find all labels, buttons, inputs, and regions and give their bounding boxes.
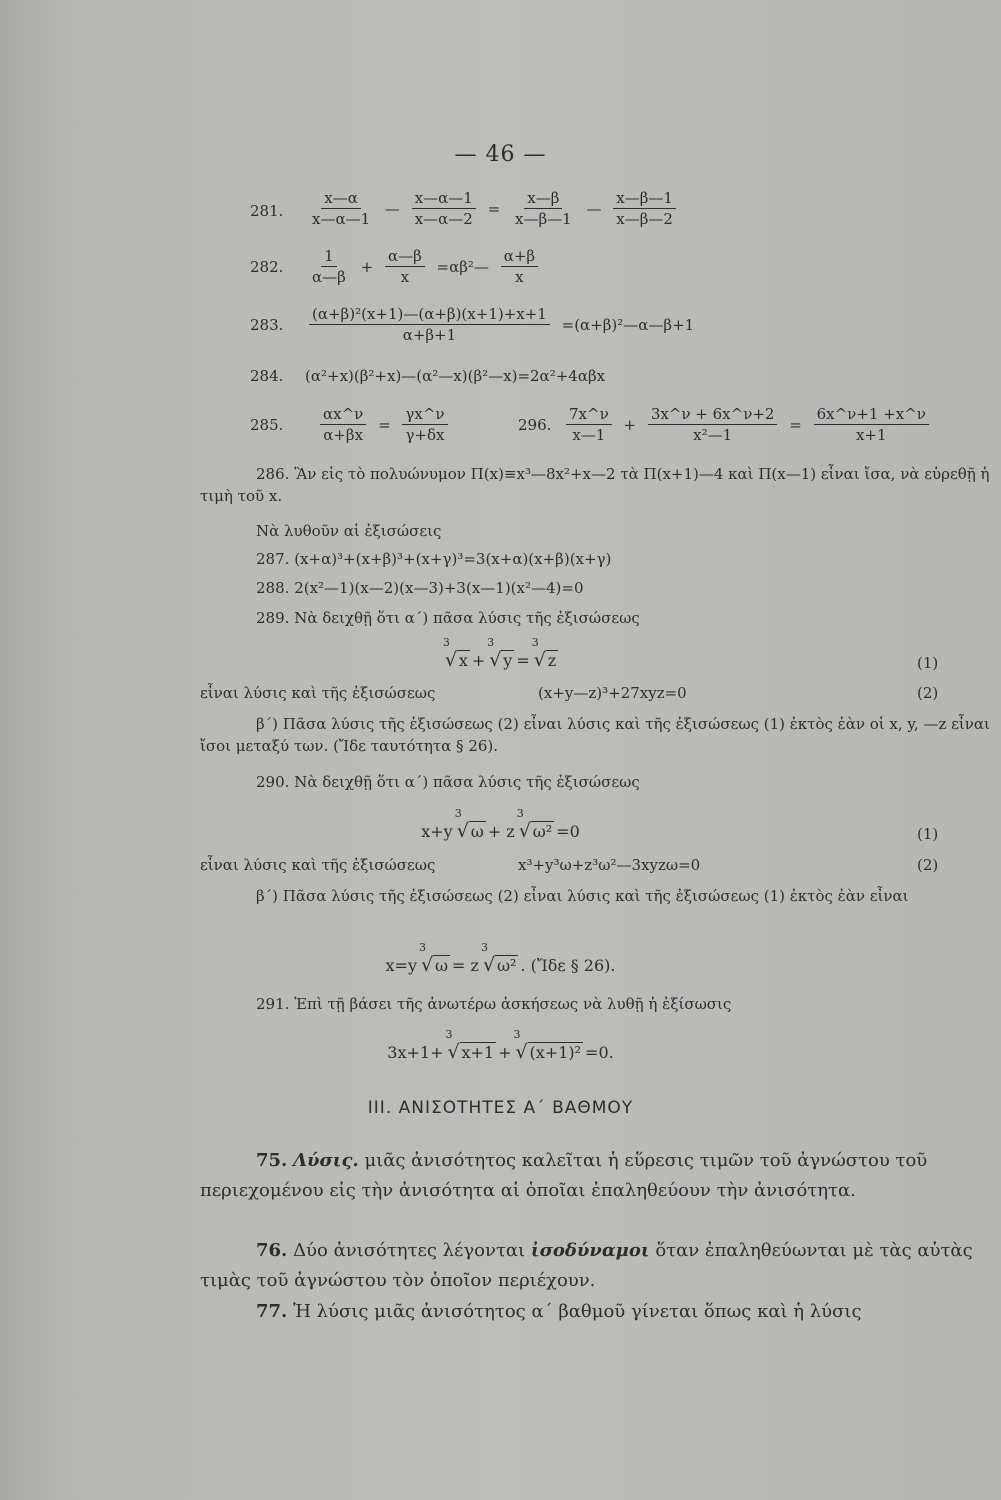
paragraph-75: 75. Λύσις. μιᾶς ἀνισότητος καλεῖται ἡ εὕρεσις τιμῶν τοῦ ἀγνώστου τοῦ περιεχομένου εἰς τὴν ἀνισότητα αἱ ὁποῖαι ἐπαληθεύουν τὴν ἀνισότητα. bbox=[200, 1150, 928, 1201]
fraction: $\frac{1}{\alpha—\beta}$ bbox=[312, 247, 346, 286]
exercise-number: 290. bbox=[256, 773, 290, 791]
fraction: $\frac{\alpha+\beta}{x}$ bbox=[501, 246, 538, 287]
exercise-number: 283. bbox=[250, 316, 284, 334]
fraction: $\frac{x—\alpha}{x—\alpha—1}$ bbox=[312, 189, 371, 228]
defined-term: Λύσις. bbox=[293, 1150, 359, 1171]
exercise-290-b: β΄) Πᾶσα λύσις τῆς ἐξισώσεως (2) εἶναι λύσις καὶ τῆς ἐξισώσεως (1) ἐκτὸς ἐὰν εἶναι bbox=[256, 887, 909, 905]
equation-number: (2) bbox=[917, 684, 939, 702]
cube-root: 3 √ x bbox=[442, 636, 468, 671]
fraction: $\frac{\text{(α+β)²(x+1)—(α+β)(x+1)+x+1}}{\alpha+\beta+1}$ bbox=[309, 304, 550, 345]
cube-root: 3 √ x+1 bbox=[445, 1028, 495, 1063]
fraction: $\frac{x—\alpha—1}{x—\alpha—2}$ bbox=[412, 188, 476, 229]
exercise-289: 289. Νὰ δειχθῇ ὅτι α΄) πᾶσα λύσις τῆς ἐξισώσεως bbox=[256, 609, 640, 627]
solve-intro: Νὰ λυθοῦν αἱ ἐξισώσεις bbox=[256, 522, 442, 540]
fraction: $\frac{\alpha x\^{}\nu}{\alpha+\beta x}$ bbox=[320, 404, 366, 445]
exercise-number: 296. bbox=[518, 416, 552, 434]
page-number: — 46 — bbox=[454, 142, 547, 167]
paragraph-number: 77. bbox=[256, 1301, 288, 1322]
cube-root: 3 √ ω bbox=[454, 807, 484, 842]
fraction: $\frac{x—\beta—1}{x—\beta—2}$ bbox=[613, 188, 676, 229]
exercise-number: 281. bbox=[250, 202, 284, 220]
book-page: — 46 — 281. $\frac{x—\alpha}{x—\alpha—1}$ — $\frac{x—\alpha—1}{x—\alpha—2}$ = $\frac{x—\beta}{x—\beta—1}$ — $\frac{x—\beta—1}{x—\beta—2}$ 282. $\frac{1}{\alpha—\beta}$ + $\frac{\alpha—\beta}{x}$ =αβ²— $\frac{\alpha+\beta}{x}$ 283. $\frac{\text{(α+β)²(x+1)—(α+β)(x+1)+x+1}}{\alpha+\beta+1}$ =(α+β)²—α—β+1 284. (α²+x)(β²+x)—(α²—x)(β²—x)=2α²+4αβx 285. $\frac{\alpha x\^{}\nu}{\alpha+\beta x}$ = $\frac{\gamma x\^{}\nu}{\gamma+\delta x}$ 296. $\frac{7x\^{}\nu}{x—1}$ + $\frac{3x\^{}\nu + 6x\^{}\nu+2}{\text{x²—1}}$ = $\frac{6x\^{}\nu+1 +x\^{}\nu}{x+1}$ 286. Ἂν εἰς τὸ πολυώνυμον Π(x)≡x³—8x²+x—2 τὰ Π(x+1)—4 καὶ Π(x—1) εἶναι ἴσα, νὰ εὑρεθῇ ἡ τιμὴ τοῦ x. Νὰ λυθοῦν αἱ ἐξισώσεις 287. (x+α)³+(x+β)³+(x+γ)³=3(x+α)(x+β)(x+γ) 288. 2(x²—1)(x—2)(x—3)+3(x—1)(x²—4)=0 289. Νὰ δειχθῇ ὅτι α΄) πᾶσα λύσις τῆς ἐξισώσεως 3 √ x + 3 √ y = 3 √ z (1) εἶναι λύσις καὶ τῆς ἐξισώσεως (x+y—z)³+27xyz=0 (2) β΄) Πᾶσα λύσις τῆς ἐξισώσεως (2) εἶναι λύσις καὶ τῆς ἐξισώσεως (1) ἐκτὸς ἐὰν οἱ x, y, —z εἶναι ἴσοι μεταξύ των. (Ἴδε ταυτότητα § 26). 290. Νὰ δειχθῇ ὅτι α΄) πᾶσα λύσις τῆς ἐξισώσεως x+y 3 √ ω + z 3 √ ω² =0 (1) εἶναι λύσις καὶ τῆς ἐξισώσεως x³+y³ω+z³ω²—3xyzω=0 (2) β΄) Πᾶσα λύσις τῆς ἐξισώσεως (2) εἶναι λύσις καὶ τῆς ἐξισώσεως (1) ἐκτὸς ἐὰν εἶναι x=y 3 √ ω = z 3 √ ω² . (Ἴδε § 26). 291. Ἐπὶ τῇ βάσει τῆς ἀνωτέρω ἀσκήσεως νὰ λυθῇ ἡ ἐξίσωσις 3x+1+ 3 √ x+1 + 3 √ (x+1)² =0. III. ΑΝΙΣΟΤΗΤΕΣ Α΄ ΒΑΘΜΟΥ 75. Λύσις. μιᾶς ἀνισότητος καλεῖται ἡ εὕρεσις τιμῶν τοῦ ἀγνώστου τοῦ περιεχομένου εἰς τὴν ἀνισότητα αἱ ὁποῖαι ἐπαληθεύουν τὴν ἀνισότητα. 76. Δύο ἀνισότητες λέγονται ἰσοδύναμοι ὅταν ἐπαληθεύωνται μὲ τὰς αὐτὰς τιμὰς τοῦ ἀγνώστου τὸν ὁποῖον περιέχουν. 77. Ἡ λύσις μιᾶς ἀνισότητος α΄ βαθμοῦ γίνεται ὅπως καὶ ἡ λύσις bbox=[0, 0, 1001, 1500]
fraction: $\frac{x—\beta}{x—\beta—1}$ bbox=[514, 189, 572, 228]
cube-root: 3 √ z bbox=[531, 636, 557, 671]
cube-root: 3 √ y bbox=[487, 636, 513, 671]
exercise-number: 287. bbox=[256, 550, 290, 568]
equation-290-condition: x=y 3 √ ω = z 3 √ ω² . (Ἴδε § 26). bbox=[385, 941, 616, 976]
exercise-number: 291. bbox=[256, 995, 290, 1013]
paragraph-number: 76. bbox=[256, 1240, 288, 1261]
exercise-number: 286. bbox=[256, 465, 290, 483]
exercise-286: 286. Ἂν εἰς τὸ πολυώνυμον Π(x)≡x³—8x²+x—2 τὰ Π(x+1)—4 καὶ Π(x—1) εἶναι ἴσα, νὰ εὑρεθῇ ἡ τιμὴ τοῦ x. bbox=[200, 465, 990, 505]
paragraph-number: 75. bbox=[256, 1150, 288, 1171]
exercise-number: 285. bbox=[250, 416, 284, 434]
equation-289-1: 3 √ x + 3 √ y = 3 √ z bbox=[442, 636, 557, 671]
equation-number: (2) bbox=[917, 856, 939, 874]
paragraph-77: 77. Ἡ λύσις μιᾶς ἀνισότητος α΄ βαθμοῦ γίνεται ὅπως καὶ ἡ λύσις bbox=[256, 1301, 862, 1322]
exercise-290: 290. Νὰ δειχθῇ ὅτι α΄) πᾶσα λύσις τῆς ἐξισώσεως bbox=[256, 773, 640, 791]
exercise-number: 284. bbox=[250, 367, 284, 385]
fraction: $\frac{\gamma x\^{}\nu}{\gamma+\delta x}$ bbox=[402, 404, 447, 445]
exercise-288: 288. 2(x²—1)(x—2)(x—3)+3(x—1)(x²—4)=0 bbox=[256, 579, 584, 597]
exercise-287: 287. (x+α)³+(x+β)³+(x+γ)³=3(x+α)(x+β)(x+γ) bbox=[256, 550, 612, 568]
equation-number: (1) bbox=[917, 825, 939, 843]
defined-term: ἰσοδύναμοι bbox=[530, 1240, 650, 1261]
exercise-289-b: β΄) Πᾶσα λύσις τῆς ἐξισώσεως (2) εἶναι λύσις καὶ τῆς ἐξισώσεως (1) ἐκτὸς ἐὰν οἱ x, y, —z εἶναι ἴσοι μεταξύ των. (Ἴδε ταυτότητα § 26). bbox=[200, 715, 990, 755]
equation-290-1: x+y 3 √ ω + z 3 √ ω² =0 bbox=[421, 807, 580, 842]
exercise-number: 288. bbox=[256, 579, 290, 597]
fraction: $\frac{6x\^{}\nu+1 +x\^{}\nu}{x+1}$ bbox=[814, 404, 929, 445]
fraction: $\frac{7x\^{}\nu}{x—1}$ bbox=[566, 404, 612, 445]
cube-root: 3 √ ω bbox=[418, 941, 449, 976]
fraction: $\frac{\alpha—\beta}{x}$ bbox=[385, 246, 425, 287]
equation-number: (1) bbox=[917, 654, 939, 672]
exercise-number: 289. bbox=[256, 609, 290, 627]
section-heading: III. ΑΝΙΣΟΤΗΤΕΣ Α΄ ΒΑΘΜΟΥ bbox=[367, 1098, 634, 1118]
paragraph-76: 76. Δύο ἀνισότητες λέγονται ἰσοδύναμοι ὅταν ἐπαληθεύωνται μὲ τὰς αὐτὰς τιμὰς τοῦ ἀγνώστου τὸν ὁποῖον περιέχουν. bbox=[200, 1240, 973, 1291]
exercise-number: 282. bbox=[250, 258, 284, 276]
cube-root: 3 √ ω² bbox=[480, 941, 517, 976]
cube-root: 3 √ (x+1)² bbox=[513, 1028, 582, 1063]
exercise-291: 291. Ἐπὶ τῇ βάσει τῆς ἀνωτέρω ἀσκήσεως νὰ λυθῇ ἡ ἐξίσωσις bbox=[256, 995, 732, 1013]
fraction: $\frac{3x\^{}\nu + 6x\^{}\nu+2}{\text{x²—1}}$ bbox=[648, 404, 778, 445]
equation-291: 3x+1+ 3 √ x+1 + 3 √ (x+1)² =0. bbox=[387, 1028, 614, 1063]
cube-root: 3 √ ω² bbox=[516, 807, 553, 842]
